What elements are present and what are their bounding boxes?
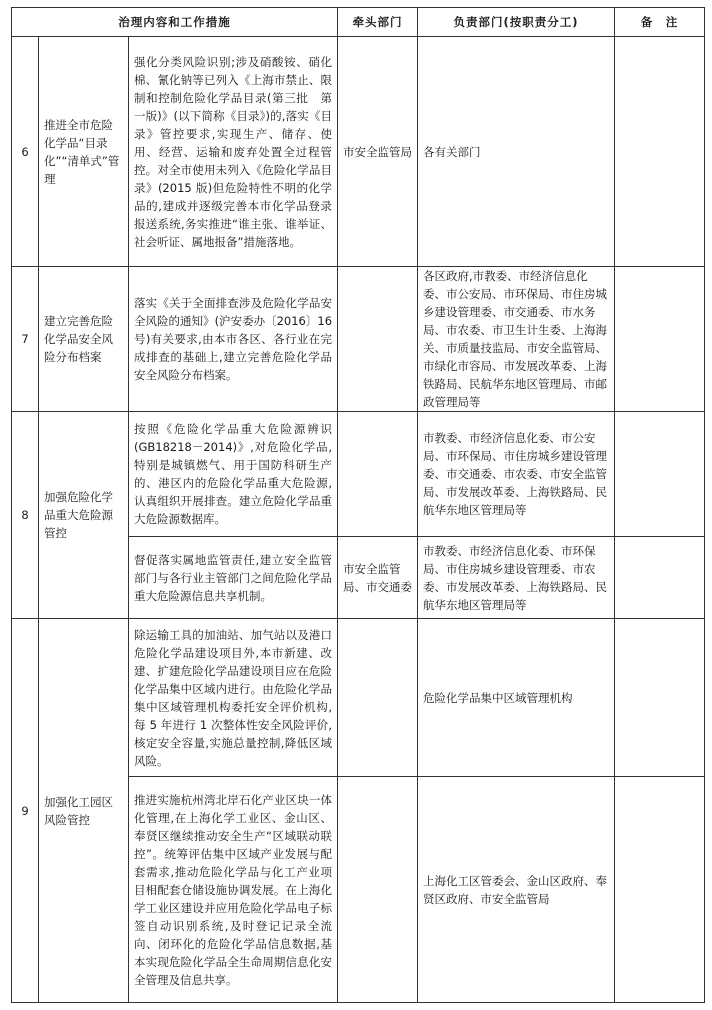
row-number: 9 (12, 619, 39, 1003)
row-number: 7 (12, 267, 39, 412)
row-number: 8 (12, 412, 39, 619)
header-row (12, 8, 705, 37)
lead-department (338, 267, 418, 412)
responsible-departments: 市教委、市经济信息化委、市环保局、市住房城乡建设管理委、市农委、市发展改革委、上海铁路局、民航华东地区管理局等 (418, 537, 615, 619)
responsible-departments: 各区政府,市教委、市经济信息化委、市公安局、市环保局、市住房城乡建设管理委、市交通委、市水务局、市农委、市卫生计生委、上海海关、市质量技监局、市安全监管局、市绿化市容局、市发展改革委、上海铁路局、民航华东地区管理局、市邮政管理局等 (418, 267, 615, 412)
table-row (12, 37, 705, 267)
row-title: 加强危险化学品重大危险源管控 (39, 412, 129, 619)
lead-department (338, 777, 418, 1003)
lead-department: 市安全监管局、市交通委 (338, 537, 418, 619)
measures-table (11, 7, 705, 1003)
table-row (12, 267, 705, 412)
measure-text: 除运输工具的加油站、加气站以及港口危险化学品建设项目外,本市新建、改建、扩建危险化学品建设项目应在危险化学品集中区域内进行。由危险化学品集中区域管理机构委托安全评价机构,每 5 年进行 1 次整体性安全风险评价,核定安全容量,实施总量控制,降低区域风险。 (129, 619, 338, 777)
remarks-cell (615, 777, 705, 1003)
table-row (12, 412, 705, 537)
row-title: 建立完善危险化学品安全风险分布档案 (39, 267, 129, 412)
lead-department (338, 619, 418, 777)
remarks-cell (615, 37, 705, 267)
measure-text: 强化分类风险识别;涉及硝酸铵、硝化棉、氰化钠等已列入《上海市禁止、限制和控制危险化学品目录(第三批 第一版)》(以下简称《目录》)的,落实《目录》管控要求,实现生产、储存、使用、经营、运输和废弃处置全过程管控。对全市使用未列入《危险化学品目录》(2015 版)但危险特性不明的化学品的,建成并逐级完善本市化学品登录报送系统,务实推进“谁主张、谁举证、社会听证、属地报备”措施落地。 (129, 37, 338, 267)
measure-text: 落实《关于全面排查涉及危险化学品安全风险的通知》(沪安委办〔2016〕16 号)有关要求,由本市各区、各行业在完成排查的基础上,建立完善危险化学品安全风险分布档案。 (129, 267, 338, 412)
row-number: 6 (12, 37, 39, 267)
responsible-departments: 各有关部门 (418, 37, 615, 267)
header-remarks: 备 注 (615, 8, 705, 37)
remarks-cell (615, 267, 705, 412)
measure-text: 按照《危险化学品重大危险源辨识(GB18218－2014)》,对危险化学品,特别是城镇燃气、用于国防科研生产的、港区内的危险化学品重大危险源,认真组织开展排查。建立危险化学品重大危险源数据库。 (129, 412, 338, 537)
row-title: 加强化工园区风险管控 (39, 619, 129, 1003)
row-title: 推进全市危险化学品“目录化”“清单式”管理 (39, 37, 129, 267)
remarks-cell (615, 412, 705, 537)
responsible-departments: 市教委、市经济信息化委、市公安局、市环保局、市住房城乡建设管理委、市交通委、市农委、市安全监管局、市发展改革委、上海铁路局、民航华东地区管理局等 (418, 412, 615, 537)
lead-department: 市安全监管局 (338, 37, 418, 267)
header-lead: 牵头部门 (338, 8, 418, 37)
responsible-departments: 危险化学品集中区域管理机构 (418, 619, 615, 777)
header-responsible: 负责部门(按职责分工) (418, 8, 615, 37)
table-row (12, 619, 705, 777)
lead-department (338, 412, 418, 537)
header-content: 治理内容和工作措施 (12, 8, 338, 37)
remarks-cell (615, 619, 705, 777)
measure-text: 推进实施杭州湾北岸石化产业区块一体化管理,在上海化学工业区、金山区、奉贤区继续推动安全生产“区域联动联控”。统筹评估集中区域产业发展与配套需求,推动危险化学品与化工产业项目相配套仓储设施协调发展。在上海化学工业区建设并应用危险化学品电子标签自动识别系统,及时登记记录全流向、闭环化的危险化学品信息数据,基本实现危险化学品全生命周期信息化安全管理及信息共享。 (129, 777, 338, 1003)
remarks-cell (615, 537, 705, 619)
responsible-departments: 上海化工区管委会、金山区政府、奉贤区政府、市安全监管局 (418, 777, 615, 1003)
measure-text: 督促落实属地监管责任,建立安全监管部门与各行业主管部门之间危险化学品重大危险源信息共享机制。 (129, 537, 338, 619)
